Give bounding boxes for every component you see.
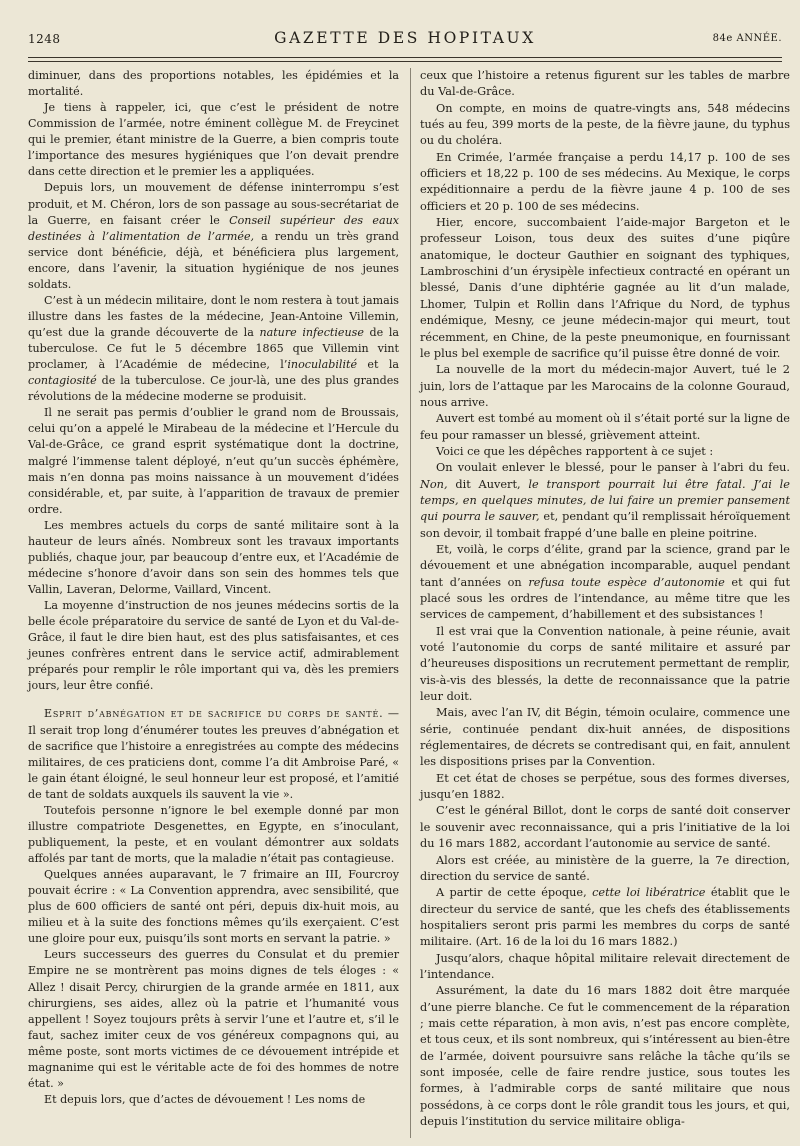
paragraph: Et cet état de choses se perpétue, sous des formes diverses, jusqu’en 1882. — [420, 771, 790, 802]
paragraph: Je tiens à rappeler, ici, que c’est le président de notre Commission de l’armée, notre éminent collègue M. de Freycinet qui le premier, étant ministre de la Guerre, a bien compris toute l’importance des mesures hygiéniques que l’on devait prendre dans cette direction et le premier les a appliquées. — [28, 101, 399, 179]
column-divider — [410, 68, 411, 1138]
emphasis: Non, — [420, 477, 448, 491]
emphasis: inoculabilité — [287, 358, 358, 372]
text-run: établit que le directeur du service de santé, que les chefs des établissements hospitaliers seront pris parmi les membres du corps de santé militaire. (Art. 16 de la loi du 16 mars 1882.) — [420, 886, 790, 949]
header-rule-bottom — [28, 61, 782, 62]
text-run: et, pendant qu’il remplissait héroïquement son devoir, il tombait frappé d’une balle en pleine poitrine. — [420, 510, 790, 540]
text-run: A partir de cette époque, — [436, 886, 593, 900]
text-run: Et, voilà, le corps d’élite, grand par la science, grand par le dévouement et une abnégation incomparable, auquel pendant tant d’années on — [420, 542, 790, 589]
text-run: dit Auvert, — [447, 477, 529, 491]
text-run: On voulait enlever le blessé, pour le panser à l’abri du feu. — [436, 461, 790, 475]
paragraph: Auvert est tombé au moment où il s’était porté sur la ligne de feu pour ramasser un blessé, grièvement atteint. — [420, 412, 790, 442]
paragraph: Hier, encore, succombaient l’aide-major Bargeton et le professeur Loison, tous deux des suites d’une piqûre anatomique, le docteur Gauthier en soignant des typhiques, Lambroschini d’un érysipèle infectieux contracté en opérant un blessé, Danis d’une diphtérie gagnée au lit d’un malade, Lhomer, Tulpin et Rollin dans l’Afrique du Nord, de typhus endémique, Mesny, ce jeune médecin-major qui meurt, tout récemment, en Chine, de la peste pneumonique, en fournissant le plus bel exemple de sacrifice qu’il puisse être donné de voir. — [420, 216, 790, 360]
emphasis: cette loi libératrice — [592, 886, 706, 900]
text-run: — Il serait trop long d’énumérer toutes les preuves d’abnégation et de sacrifice que l’histoire a enregistrées au compte des médecins militaires, de ces praticiens dont, comme l’a dit Ambroise Paré, « le gain étant éloigné, le seul honneur leur est proposé, et l’amitié de tant de soldats auxquels ils sauvent la vie ». — [28, 707, 400, 801]
emphasis: le transport pourrait lui être fatal. J’ai le temps, en quelques minutes, de lui faire un premier pansement qui pourra le sauver, — [420, 477, 790, 524]
paragraph: Quelques années auparavant, le 7 frimaire an III, Fourcroy pouvait écrire : « La Convention apprendra, avec sensibilité, que plus de 600 officiers de santé ont péri, depuis dix-huit mois, au milieu et à la suite des fonctions mêmes qu’ils exerçaient. C’est une gloire pour eux, puisqu’ils sont morts en servant la patrie. » — [28, 868, 399, 946]
paragraph — [420, 542, 790, 624]
text-run: et qui fut placé sous les ordres de l’intendance, au même titre que les services de campement, d’habillement et des subsistances ! — [420, 575, 790, 622]
emphasis: nature infectieuse — [259, 326, 364, 339]
emphasis: Conseil supérieur des eaux destinées à l’alimentation de l’armée, — [28, 213, 399, 243]
text-run: C’est à un médecin militaire, dont le nom restera à tout jamais illustre dans les fastes de la médecine, Jean-Antoine Villemin, qu’est due la grande découverte de la — [28, 293, 399, 339]
page-header — [28, 29, 782, 58]
paragraph: Leurs successeurs des guerres du Consulat et du premier Empire ne se montrèrent pas moins dignes de tels éloges : « Allez ! disait Percy, chirurgien de la grande armée en 1811, aux chirurgiens, ses aides, allez où la patrie et l’humanité vous appellent ! Soyez toujours prêts à servir l’une et l’autre et, s’il le faut, sachez imiter ceux de vos généreux compagnons qui, au même poste, sont morts victimes de ce dévouement intrépide et magnanime qui est le véritable acte de foi des hommes de notre état. » — [28, 948, 399, 1090]
page-number: 1248 — [28, 32, 61, 46]
right-column — [420, 68, 790, 1130]
paragraph: On compte, en moins de quatre-vingts ans, 548 médecins tués au feu, 399 morts de la peste, de la fièvre jaune, du typhus ou du choléra. — [420, 101, 790, 148]
year-label: 84e ANNÉE. — [712, 33, 782, 44]
paragraph: ceux que l’histoire a retenus figurent sur les tables de marbre du Val-de-Grâce. — [420, 69, 790, 99]
text-run: de la tuberculose. Ce fut le 5 décembre 1865 que Villemin vint proclamer, à l’Académie de médecine, l’ — [28, 326, 399, 372]
paragraph: La nouvelle de la mort du médecin-major Auvert, tué le 2 juin, lors de l’attaque par les Marocains de la colonne Gouraud, nous arrive. — [420, 363, 790, 409]
paragraph — [420, 460, 790, 542]
left-column — [28, 68, 399, 1108]
paragraph: Voici ce que les dépêches rapportent à ce sujet : — [436, 444, 714, 458]
paragraph: Assurément, la date du 16 mars 1882 doit être marquée d’une pierre blanche. Ce fut le commencement de la réparation ; mais cette réparation, à mon avis, n’est pas encore complète, et tous ceux, et ils sont nombreux, qui s’intéressent au bien-être de l’armée, doivent poursuivre sans relâche la tâche qu’ils se sont imposée, celle de faire rendre justice, sous toutes les formes, à l’admirable corps de santé militaire que nous possédons, à ce corps dont le rôle grandit tous les jours, et qui, depuis l’institution du service militaire obliga- — [420, 984, 790, 1128]
paragraph: C’est le général Billot, dont le corps de santé doit conserver le souvenir avec reconnaissance, qui a pris l’initiative de la loi du 16 mars 1882, accordant l’autonomie au service de santé. — [420, 804, 790, 851]
text-run: de la tuberculose. Ce jour-là, une des plus grandes révolutions de la médecine moderne se produisit. — [28, 374, 399, 404]
paragraph: diminuer, dans des proportions notables, les épidémies et la mortalité. — [28, 69, 399, 99]
paragraph — [28, 293, 399, 405]
paragraph: Jusqu’alors, chaque hôpital militaire relevait directement de l’intendance. — [420, 951, 790, 981]
emphasis: refusa toute espèce d’autonomie — [528, 575, 725, 589]
section-paragraph — [28, 706, 399, 802]
paragraph — [28, 180, 399, 292]
paragraph: Alors est créée, au ministère de la guerre, la 7e direction, direction du service de santé. — [420, 853, 790, 883]
paragraph: Et depuis lors, que d’actes de dévouement ! Les noms de — [44, 1092, 366, 1106]
paragraph: En Crimée, l’armée française a perdu 14,17 p. 100 de ses officiers et 18,22 p. 100 de ses médecins. Au Mexique, le corps expéditionnaire a perdu de la fièvre jaune 4 p. 100 de ses officiers et 20 p. 100 de ses médecins. — [420, 150, 790, 213]
journal-title: GAZETTE DES HOPITAUX — [274, 29, 536, 47]
section-heading: Esprit d’abnégation et de sacrifice du corps de santé. — [44, 707, 384, 721]
paragraph: Mais, avec l’an IV, dit Bégin, témoin oculaire, commence une série, continuée pendant dix-huit années, de dispositions réglementaires, de décrets se contredisant qui, en fait, annulent les dispositions prises par la Convention. — [420, 706, 790, 769]
paragraph: Les membres actuels du corps de santé militaire sont à la hauteur de leurs aînés. Nombreux sont les travaux importants publiés, chaque jour, par beaucoup d’entre eux, et l’Académie de médecine s’honore d’avoir dans son sein des hommes tels que Vallin, Laveran, Delorme, Vaillard, Vincent. — [28, 518, 399, 596]
paragraph: Il ne serait pas permis d’oublier le grand nom de Broussais, celui qu’on a appelé le Mirabeau de la médecine et l’Hercule du Val-de-Grâce, ce grand esprit systématique dont la doctrine, malgré l’immense talent déployé, n’eut qu’un succès éphémère, mais n’en donna pas moins naissance à un mouvement d’idées considérable, et, par suite, à l’apparition de travaux de premier ordre. — [28, 406, 399, 516]
text-run: a rendu un très grand service dont bénéficie, déjà, et bénéficiera plus largement, encore, dans l’avenir, la situation hygiénique de nos jeunes soldats. — [28, 229, 399, 291]
header-rule-top — [28, 57, 782, 58]
text-run: Depuis lors, un mouvement de défense ininterrompu s’est produit, et M. Chéron, lors de son passage au sous-secrétariat de la Guerre, en faisant créer le — [28, 181, 399, 227]
text-run: et la — [357, 358, 399, 372]
paragraph: La moyenne d’instruction de nos jeunes médecins sortis de la belle école préparatoire du service de santé de Lyon et du Val-de-Grâce, il faut le dire bien haut, est des plus satisfaisantes, et ces jeunes confrères entrent dans le service actif, admirablement préparés pour remplir le rôle important qui va, dès les premiers jours, leur être confié. — [28, 599, 399, 693]
paragraph: Il est vrai que la Convention nationale, à peine réunie, avait voté l’autonomie du corps de santé militaire et assuré par d’heureuses dispositions un recrutement permettant de remplir, vis-à-vis des blessés, la dette de reconnaissance que la patrie leur doit. — [420, 624, 790, 704]
emphasis: contagiosité — [28, 374, 97, 388]
paragraph — [420, 885, 790, 950]
paragraph: Toutefois personne n’ignore le bel exemple donné par mon illustre compatriote Desgenettes, en Egypte, en s’inoculant, publiquement, la peste, et en voulant démontrer aux soldats affolés par tant de morts, que la maladie n’était pas contagieuse. — [28, 803, 399, 865]
